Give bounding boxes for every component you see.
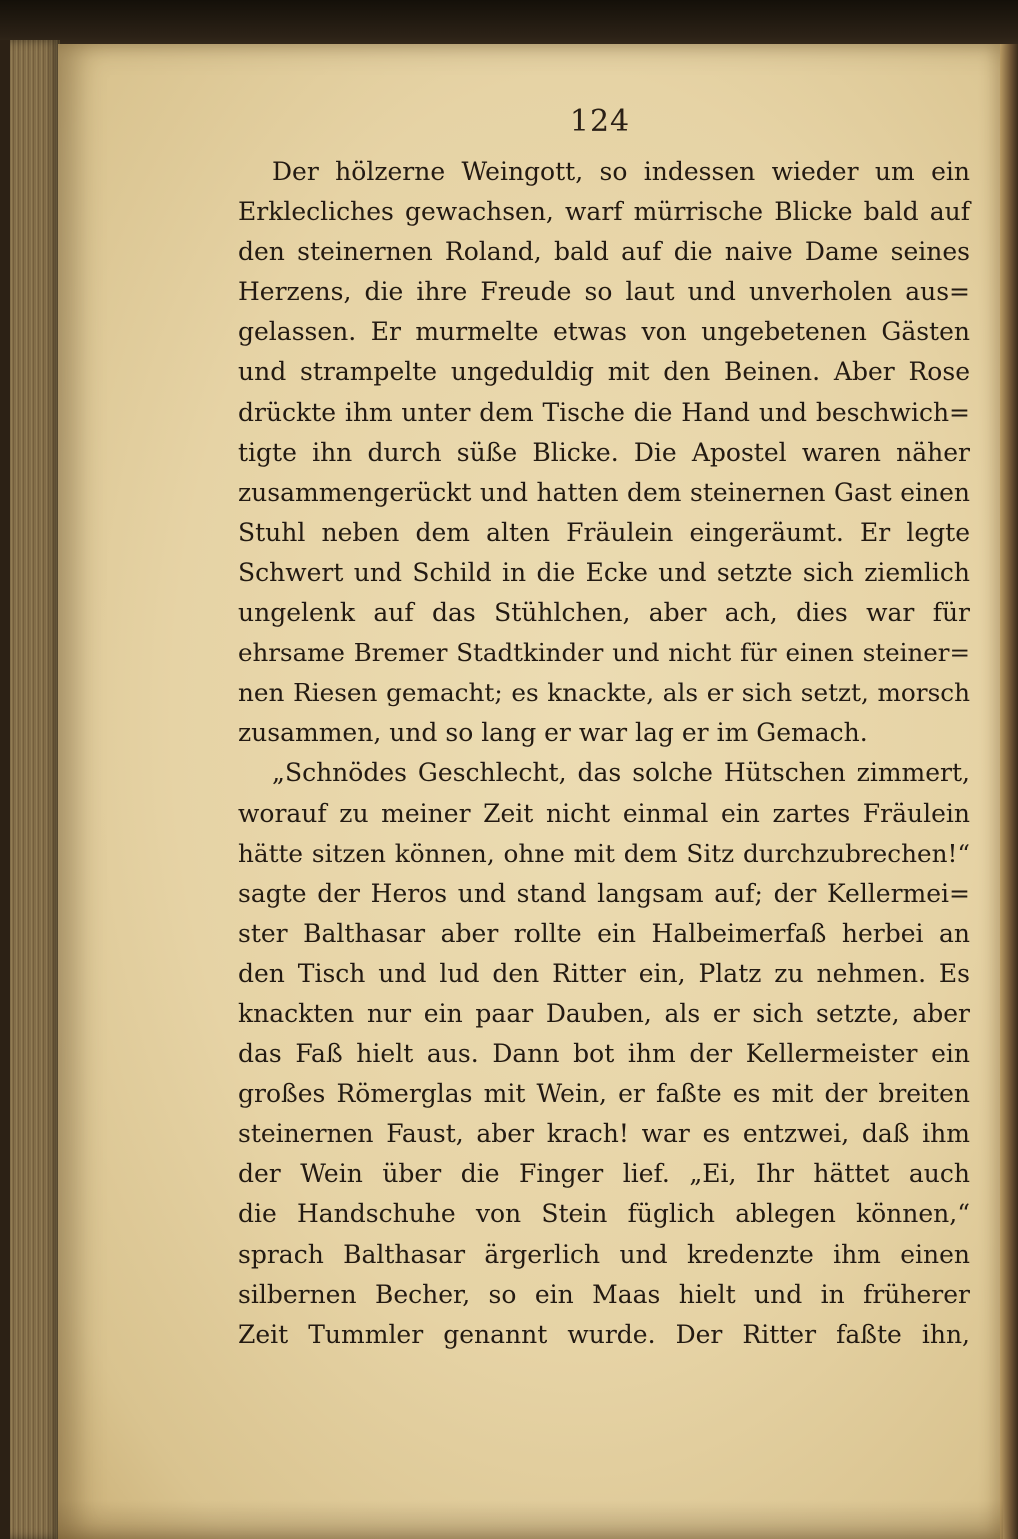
text-line: silbernen Becher, so ein Maas hielt und in früherer <box>238 1279 970 1309</box>
text-line: das Faß hielt aus. Dann bot ihm der Kellermeister ein <box>238 1039 970 1069</box>
page-bottom-shadow <box>58 1500 1003 1539</box>
text-line: nen Riesen gemacht; es knackte, als er sich setzt, morsch <box>238 678 970 708</box>
text-line: großes Römerglas mit Wein, er faßte es mit der breiten <box>238 1079 970 1109</box>
text-line: drückte ihm unter dem Tische die Hand und beschwich= <box>238 397 970 427</box>
text-line: knackten nur ein paar Dauben, als er sich setzte, aber <box>238 998 970 1028</box>
text-line: sagte der Heros und stand langsam auf; der Kellermei= <box>238 878 970 908</box>
text-line: hätte sitzen können, ohne mit dem Sitz durchzubrechen!“ <box>238 838 970 868</box>
text-line: Der hölzerne Weingott, so indessen wieder um ein <box>272 157 970 186</box>
text-line: Schwert und Schild in die Ecke und setzte sich ziemlich <box>238 557 970 587</box>
text-line: gelassen. Er murmelte etwas von ungebetenen Gästen <box>238 317 970 347</box>
text-line: Stuhl neben dem alten Fräulein eingeräumt. Er legte <box>238 517 970 547</box>
text-line: zusammengerückt und hatten dem steinernen Gast einen <box>238 477 970 507</box>
text-line: den Tisch und lud den Ritter ein, Platz zu nehmen. Es <box>238 958 970 988</box>
text-line: sprach Balthasar ärgerlich und kredenzte ihm einen <box>238 1239 970 1269</box>
body-text <box>238 152 970 1355</box>
text-line: die Handschuhe von Stein füglich ablegen können,“ <box>238 1199 970 1229</box>
text-line: „Schnödes Geschlecht, das solche Hütschen zimmert, <box>272 758 970 788</box>
text-line: der Wein über die Finger lief. „Ei, Ihr hättet auch <box>238 1159 970 1189</box>
text-line: Zeit Tummler genannt wurde. Der Ritter faßte ihn, <box>238 1319 970 1349</box>
text-line: Erklecliches gewachsen, warf mürrische Blicke bald auf <box>238 197 970 227</box>
text-line: den steinernen Roland, bald auf die naive Dame seines <box>238 237 970 267</box>
text-line: zusammen, und so lang er war lag er im Gemach. <box>238 718 868 748</box>
text-line: und strampelte ungeduldig mit den Beinen. Aber Rose <box>238 357 970 387</box>
binding-shadow <box>0 40 10 1539</box>
text-line: steinernen Faust, aber krach! war es entzwei, daß ihm <box>238 1119 970 1149</box>
text-line: Herzens, die ihre Freude so laut und unverholen aus= <box>238 277 970 307</box>
text-line: tigte ihn durch süße Blicke. Die Apostel waren näher <box>238 437 970 467</box>
text-line: ehrsame Bremer Stadtkinder und nicht für einen steiner= <box>238 638 970 668</box>
book-right-edge <box>1000 44 1018 1539</box>
text-line: ungelenk auf das Stühlchen, aber ach, dies war für <box>238 598 970 628</box>
text-line: ster Balthasar aber rollte ein Halbeimerfaß herbei an <box>238 918 970 948</box>
text-line: worauf zu meiner Zeit nicht einmal ein zartes Fräulein <box>238 798 970 828</box>
page-number: 124 <box>569 104 631 139</box>
